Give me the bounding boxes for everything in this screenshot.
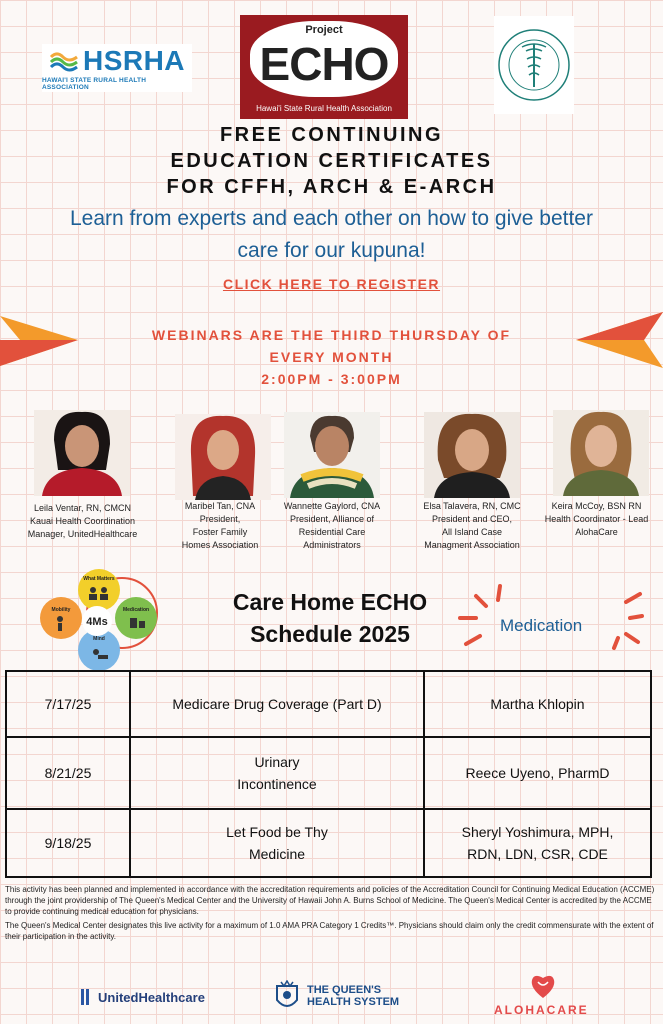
webinar-line: EVERY MONTH [269, 349, 394, 365]
session-topic [130, 671, 424, 737]
heading-line: EDUCATION CERTIFICATES [170, 150, 493, 172]
speaker-name: Wannette Gaylord, CNA [283, 501, 381, 511]
portrait-icon [175, 414, 271, 500]
session-topic [130, 809, 424, 877]
schedule-table [5, 670, 652, 878]
medication-4m-label: Medication [122, 607, 150, 613]
speaker-caption [10, 502, 155, 541]
speaker-name: Leila Ventar, RN, CMCN [33, 503, 132, 513]
table-row [6, 737, 651, 809]
session-presenter [424, 671, 651, 737]
heading-line: FOR CFFH, ARCH & E-ARCH [166, 176, 497, 198]
speaker-caption [530, 500, 663, 539]
what-matters-label: What Matters [83, 576, 115, 582]
speaker-photo [284, 412, 380, 498]
speaker-role: Administrators [303, 540, 361, 550]
topic-line: Let Food be Thy [226, 824, 328, 840]
speaker-role: AlohaCare [575, 527, 618, 537]
webinar-time: 2:00PM - 3:00PM [261, 371, 402, 387]
speaker-name: Elsa Talavera, RN, CMC [423, 501, 521, 511]
schedule-title-line: Schedule 2025 [250, 621, 410, 647]
uhc-mark-icon [80, 988, 94, 1006]
schedule-title [180, 586, 480, 650]
speaker-photo [175, 414, 271, 500]
echo-subtitle: Hawai'i State Rural Health Association [256, 104, 392, 113]
presenter-line: Sheryl Yoshimura, MPH, [461, 824, 614, 840]
session-date: 9/18/25 [6, 809, 130, 877]
topic-line: Medicare Drug Coverage (Part D) [172, 696, 382, 712]
four-ms-diagram [38, 566, 163, 676]
hsrha-wave-icon [49, 49, 79, 73]
presenter-line: RDN, LDN, CSR, CDE [467, 846, 608, 862]
session-presenter [424, 737, 651, 809]
portrait-icon [34, 410, 130, 496]
jabsom-seal [494, 16, 574, 114]
session-presenter [424, 809, 651, 877]
register-link[interactable]: CLICK HERE TO REGISTER [222, 276, 441, 292]
schedule-title-line: Care Home ECHO [232, 589, 428, 615]
echo-word: ECHO [259, 38, 389, 90]
uhc-name: UnitedHealthcare [98, 989, 205, 1005]
speaker-photo [553, 410, 649, 496]
speaker-role: Homes Association [181, 540, 259, 550]
hsrha-subtitle: HAWAI'I STATE RURAL HEALTH ASSOCIATION [42, 77, 147, 91]
speaker-caption [404, 500, 540, 552]
alohacare-name: ALOHACARE [494, 1003, 589, 1017]
webinar-schedule [0, 324, 663, 390]
speaker-role: Health Coordinator - Lead [544, 514, 649, 524]
hsrha-name: HSRHA [82, 45, 186, 76]
topic-line: Incontinence [237, 776, 317, 792]
caduceus-seal-icon [496, 27, 572, 103]
speaker-photo [34, 410, 130, 496]
credit-designation-paragraph: The Queen's Medical Center designates this live activity for a maximum of 1.0 AMA PRA Category 1 Credits™. Physicians should claim only the credit commensurate with the extent of their participation in the activity. [5, 921, 654, 941]
table-row [6, 809, 651, 877]
session-date: 7/17/25 [6, 671, 130, 737]
project-echo-logo [240, 15, 408, 119]
webinar-line: WEBINARS ARE THE THIRD THURSDAY OF [151, 327, 512, 343]
speaker-role: President, [199, 514, 241, 524]
focus-label: Medication [500, 616, 583, 635]
topic-line: Medicine [248, 846, 306, 862]
speaker-role: All Island Case [441, 527, 503, 537]
speaker-name: Maribel Tan, CNA [184, 501, 256, 511]
qhs-line: HEALTH SYSTEM [307, 996, 400, 1008]
four-ms-center-label: 4Ms [86, 616, 108, 628]
tagline [20, 203, 643, 267]
session-date: 8/21/25 [6, 737, 130, 809]
speaker-role: Foster Family [192, 527, 248, 537]
certificate-heading [0, 122, 663, 200]
speaker-role: Managment Association [424, 540, 520, 550]
unitedhealthcare-logo [80, 988, 205, 1006]
tagline-line: Learn from experts and each other on how to give better [70, 207, 593, 230]
heading-line: FREE CONTINUING [219, 124, 444, 146]
mind-label: Mind [93, 636, 105, 642]
speaker-caption [155, 500, 285, 552]
speaker-photo [424, 412, 520, 498]
queens-crest-icon [273, 980, 301, 1012]
portrait-icon [553, 410, 649, 496]
portrait-icon [284, 412, 380, 498]
accreditation-paragraph: This activity has been planned and implemented in accordance with the accreditation requirements and policies of the Accreditation Council for Continuing Medical Education (ACCME) through the joint providership of The Queen's Medical Center and the University of Hawaii John A. Burns School of Medicine. The Queen's Medical Center is accredited by the ACCME to provide continuing medical education for physicians. [5, 885, 655, 916]
tagline-line: care for our kupuna! [237, 239, 426, 262]
accreditation-statement [5, 884, 658, 945]
speaker-role: Manager, UnitedHealthcare [27, 529, 138, 539]
speaker-role: President, Alliance of [289, 514, 375, 524]
alohacare-heart-icon [530, 972, 556, 1000]
session-topic [130, 737, 424, 809]
speaker-caption [270, 500, 394, 552]
topic-line: Urinary [254, 754, 300, 770]
mobility-label: Mobility [51, 607, 71, 613]
hsrha-logo [42, 44, 192, 92]
presenter-line: Martha Khlopin [490, 696, 585, 712]
speaker-role: Residential Care [298, 527, 366, 537]
table-row [6, 671, 651, 737]
speaker-role: Kauai Health Coordination [29, 516, 136, 526]
queens-health-system-logo [273, 980, 399, 1012]
speaker-role: President and CEO, [431, 514, 513, 524]
portrait-icon [424, 412, 520, 498]
qhs-line: THE QUEEN'S [307, 984, 382, 996]
presenter-line: Reece Uyeno, PharmD [465, 765, 610, 781]
echo-project-label: Project [305, 24, 343, 36]
speaker-name: Keira McCoy, BSN RN [551, 501, 642, 511]
